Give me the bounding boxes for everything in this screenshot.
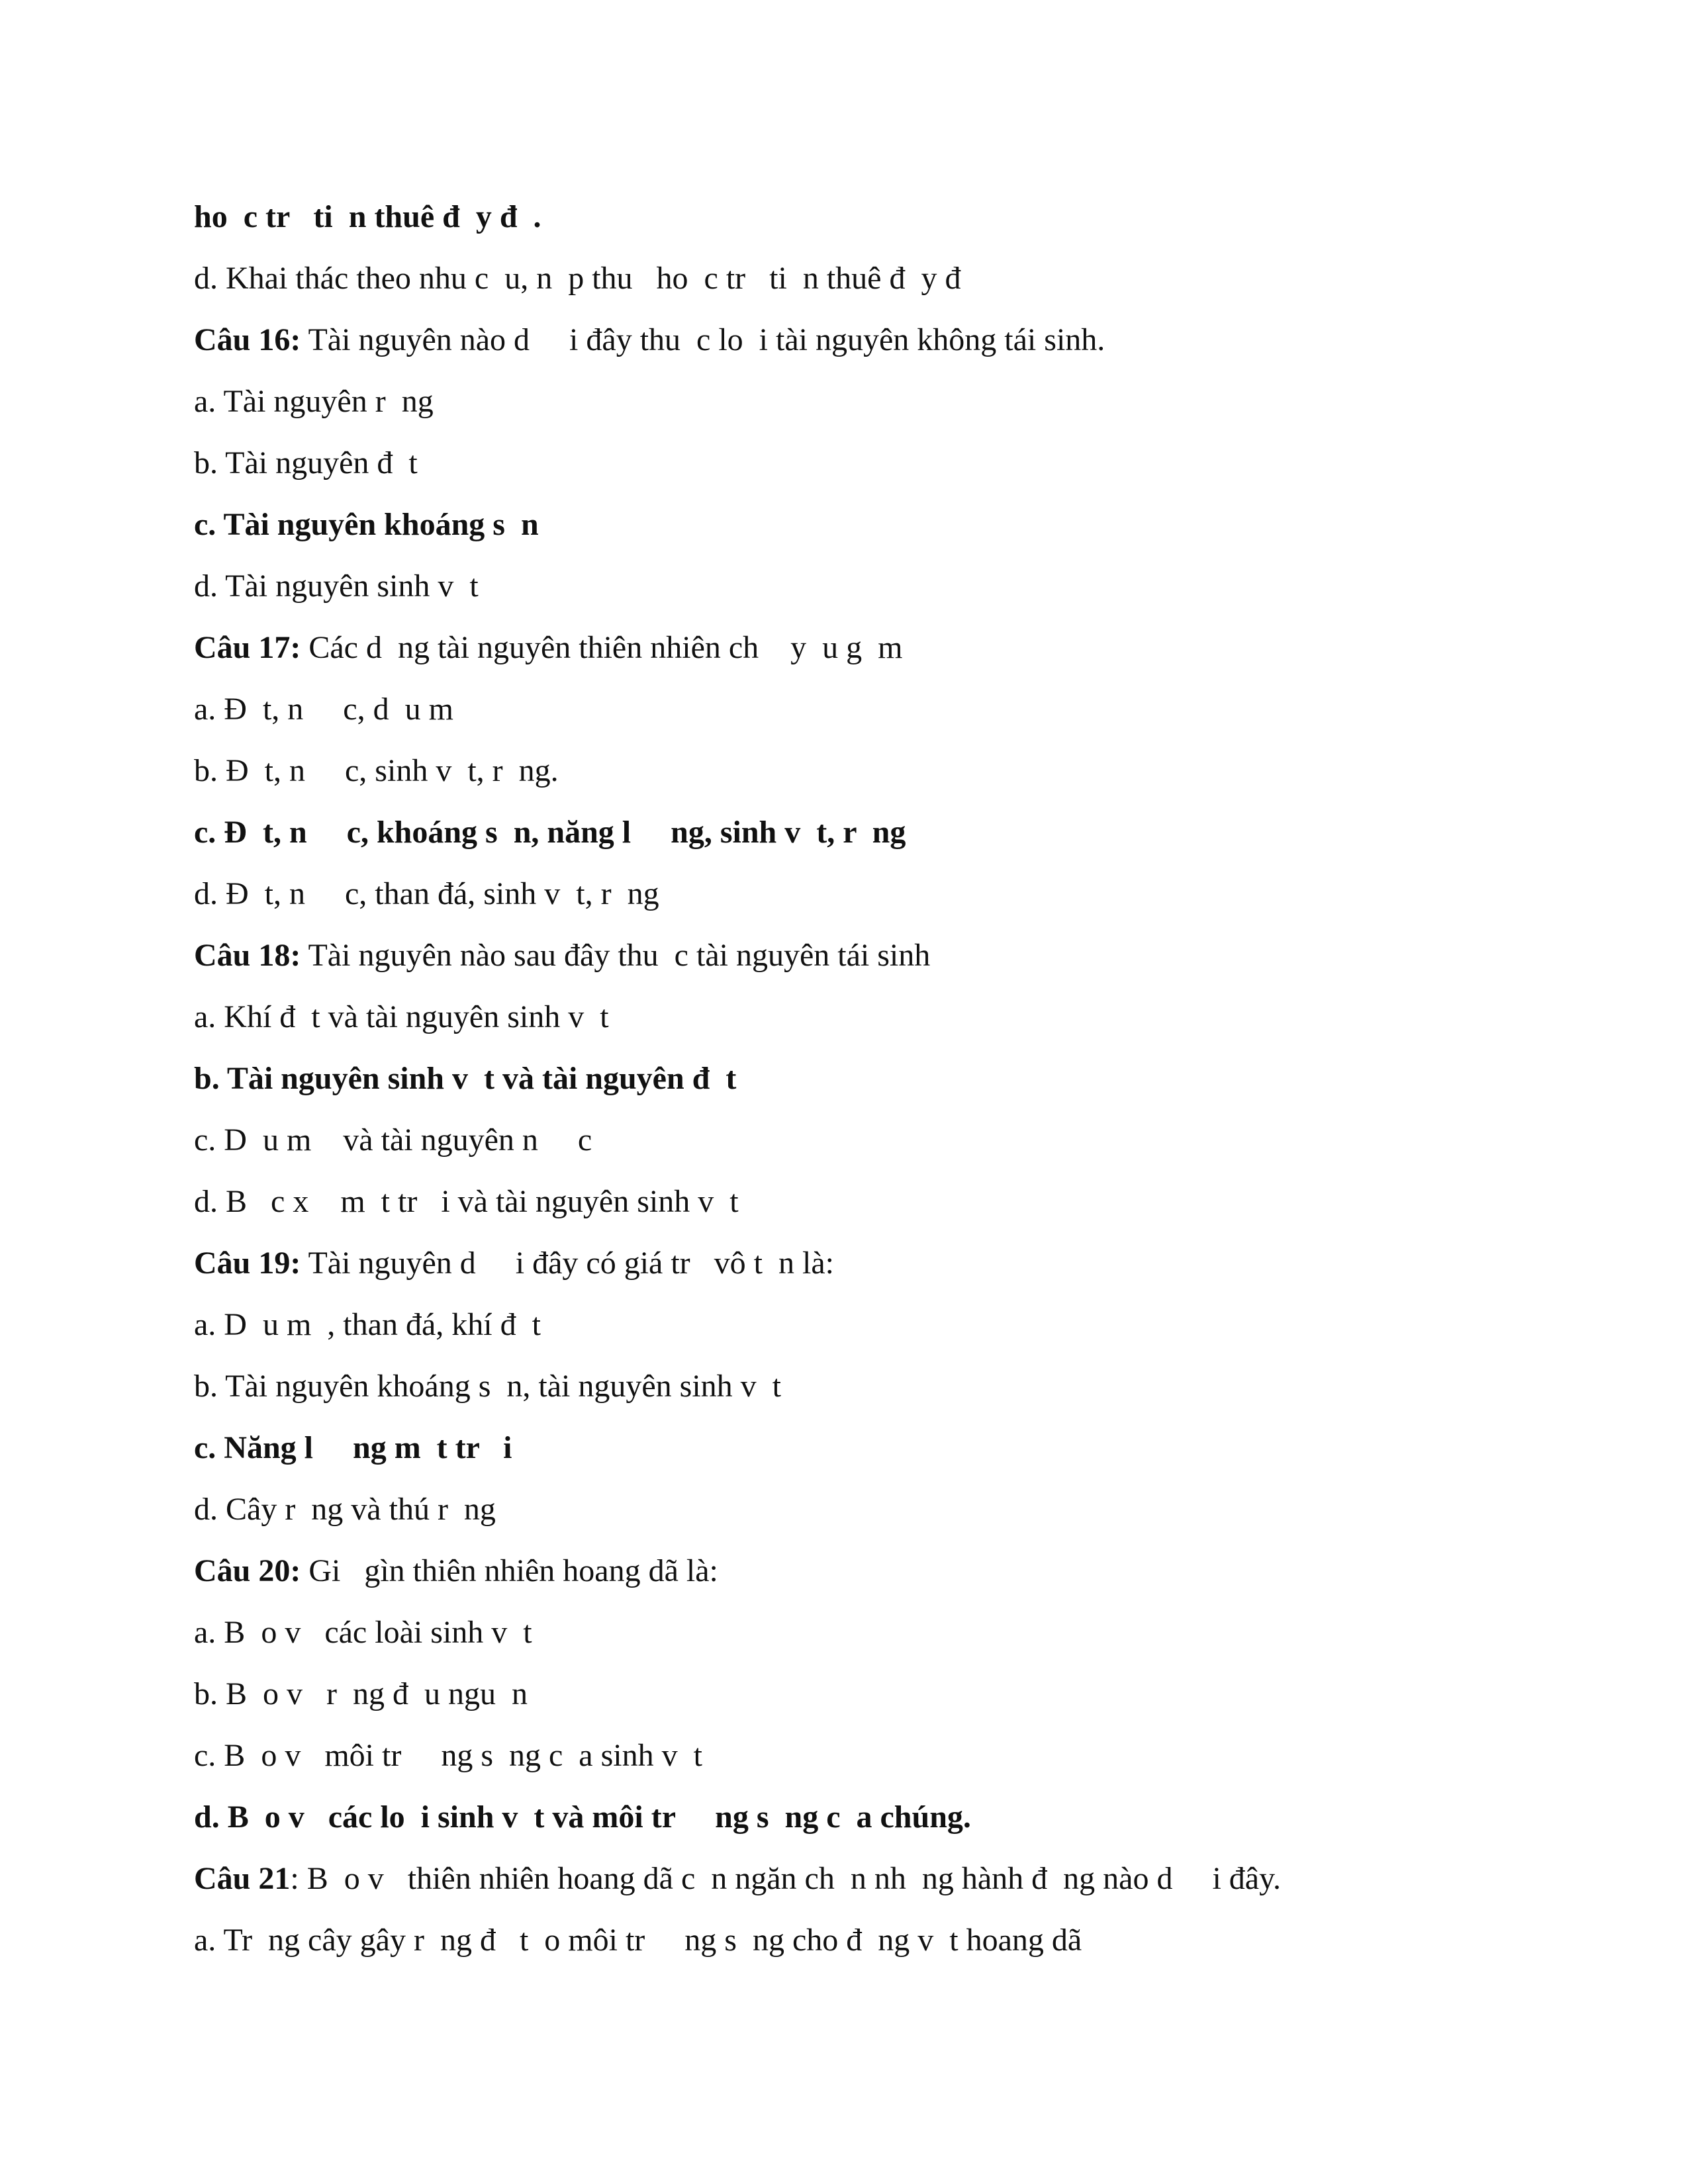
- question-label: Câu 21: [194, 1861, 291, 1896]
- text-line: d. Khai thác theo nhu c u, n p thu ho c tr ti n thuê đ y đ: [194, 261, 961, 296]
- question-label: Câu 19:: [194, 1246, 301, 1281]
- question-21: [194, 1859, 1281, 1899]
- option-line: c. B o v môi tr ng s ng c a sinh v t: [194, 1738, 702, 1773]
- question-19: [194, 1244, 834, 1283]
- option-line: d. B c x m t tr i và tài nguyên sinh v t: [194, 1184, 739, 1219]
- answer-line: c. Năng l ng m t tr i: [194, 1430, 512, 1465]
- option-line: b. B o v r ng đ u ngu n: [194, 1676, 528, 1711]
- question-18: [194, 936, 930, 976]
- option-line: b. Tài nguyên đ t: [194, 445, 418, 480]
- text-line: ho c tr ti n thuê đ y đ .: [194, 199, 541, 234]
- question-text: Tài nguyên d i đây có giá tr vô t n là:: [301, 1246, 834, 1281]
- option-line: a. Tài nguyên r ng: [194, 384, 434, 419]
- option-line: b. Đ t, n c, sinh v t, r ng.: [194, 753, 559, 788]
- option-line: c. D u m và tài nguyên n c: [194, 1122, 592, 1158]
- answer-line: d. B o v các lo i sinh v t và môi tr ng s ng c a chúng.: [194, 1799, 971, 1835]
- option-line: a. Đ t, n c, d u m: [194, 692, 453, 727]
- question-17: [194, 628, 903, 668]
- question-label: Câu 20:: [194, 1553, 301, 1588]
- question-label: Câu 18:: [194, 938, 301, 973]
- option-line: d. Đ t, n c, than đá, sinh v t, r ng: [194, 876, 659, 911]
- question-text: : B o v thiên nhiên hoang dã c n ngăn ch n nh ng hành đ ng nào d i đây.: [290, 1861, 1281, 1896]
- question-text: Tài nguyên nào sau đây thu c tài nguyên tái sinh: [301, 938, 931, 973]
- option-line: b. Tài nguyên khoáng s n, tài nguyên sinh v t: [194, 1369, 782, 1404]
- answer-line: c. Đ t, n c, khoáng s n, năng l ng, sinh v t, r ng: [194, 815, 906, 850]
- question-text: Tài nguyên nào d i đây thu c lo i tài nguyên không tái sinh.: [301, 322, 1105, 357]
- question-label: Câu 16:: [194, 322, 301, 357]
- option-line: d. Tài nguyên sinh v t: [194, 569, 479, 604]
- answer-line: b. Tài nguyên sinh v t và tài nguyên đ t: [194, 1061, 737, 1096]
- option-line: a. D u m , than đá, khí đ t: [194, 1307, 541, 1342]
- question-label: Câu 17:: [194, 630, 301, 665]
- question-text: Các d ng tài nguyên thiên nhiên ch y u g m: [301, 630, 903, 665]
- answer-line: c. Tài nguyên khoáng s n: [194, 507, 539, 542]
- option-line: d. Cây r ng và thú r ng: [194, 1492, 496, 1527]
- question-text: Gi gìn thiên nhiên hoang dã là:: [301, 1553, 718, 1588]
- option-line: a. B o v các loài sinh v t: [194, 1615, 532, 1650]
- question-16: [194, 320, 1105, 360]
- option-line: a. Tr ng cây gây r ng đ t o môi tr ng s ng cho đ ng v t hoang dã: [194, 1923, 1082, 1958]
- option-line: a. Khí đ t và tài nguyên sinh v t: [194, 999, 609, 1034]
- question-20: [194, 1551, 718, 1591]
